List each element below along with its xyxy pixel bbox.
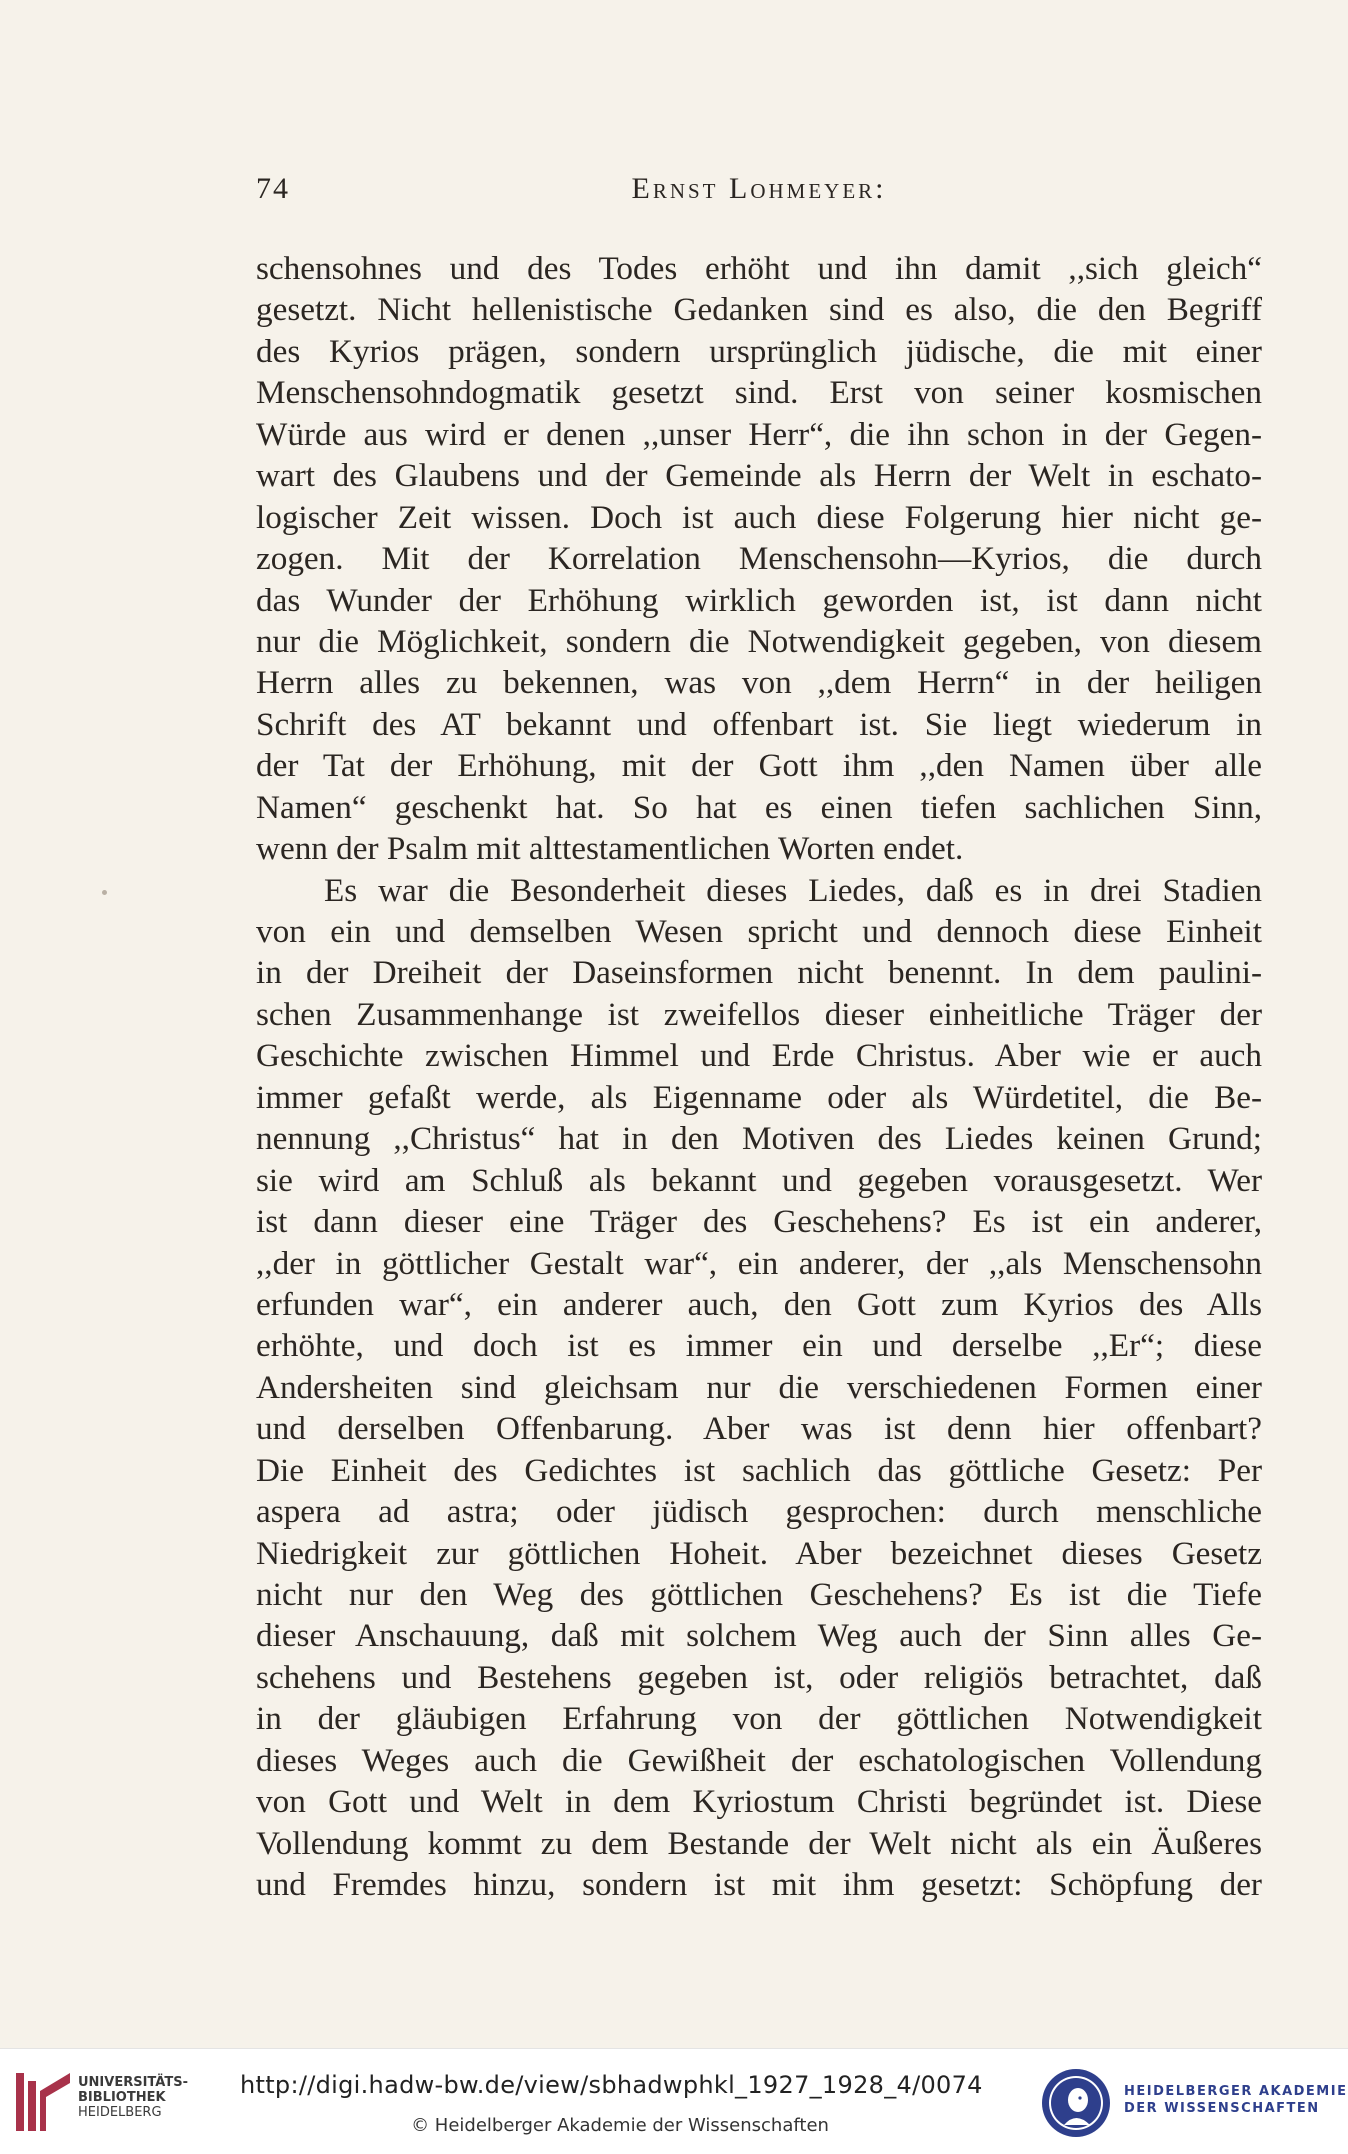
- text-line: nicht nur den Weg des göttlichen Geschehens? Es ist die Tiefe: [256, 1576, 1262, 1613]
- text-line: Andersheiten sind gleichsam nur die verschiedenen Formen einer: [256, 1368, 1262, 1406]
- margin-speck: [102, 890, 107, 895]
- text-line: aspera ad astra; oder jüdisch gesprochen: durch menschliche: [256, 1493, 1262, 1531]
- text-line: von ein und demselben Wesen spricht und dennoch diese Einheit: [256, 913, 1262, 950]
- permalink-url[interactable]: http://digi.hadw-bw.de/view/sbhadwphkl_1927_1928_4/0074: [240, 2071, 983, 2099]
- library-name-line: UNIVERSITÄTS-: [78, 2075, 188, 2090]
- text-line: dieses Weges auch die Gewißheit der eschatologischen Vollendung: [256, 1741, 1262, 1779]
- text-line: nur die Möglichkeit, sondern die Notwendigkeit gegeben, von diesem: [256, 622, 1262, 660]
- text-line: Niedrigkeit zur göttlichen Hoheit. Aber bezeichnet dieses Gesetz: [256, 1534, 1262, 1572]
- text-line: schensohnes und des Todes erhöht und ihn damit ,,sich gleich“: [256, 250, 1262, 287]
- text-line: ,,der in göttlicher Gestalt war“, ein anderer, der ,,als Menschensohn: [256, 1244, 1262, 1282]
- text-line: Menschensohndogmatik gesetzt sind. Erst von seiner kosmischen: [256, 374, 1262, 412]
- running-head: [256, 172, 1262, 212]
- text-line: zogen. Mit der Korrelation Menschensohn—Kyrios, die durch: [256, 540, 1262, 578]
- text-line: Geschichte zwischen Himmel und Erde Christus. Aber wie er auch: [256, 1037, 1262, 1075]
- page-number: 74: [256, 172, 290, 205]
- text-line: Die Einheit des Gedichtes ist sachlich das göttliche Gesetz: Per: [256, 1451, 1262, 1489]
- text-line: in der Dreiheit der Daseinsformen nicht benennt. In dem paulini-: [256, 954, 1262, 992]
- text-line: und Fremdes hinzu, sondern ist mit ihm gesetzt: Schöpfung der: [256, 1866, 1262, 1904]
- copyright-notice: © Heidelberger Akademie der Wissenschaften: [411, 2115, 829, 2136]
- text-line: Es war die Besonderheit dieses Liedes, daß es in drei Stadien: [324, 871, 1262, 909]
- text-line: immer gefaßt werde, als Eigenname oder als Würdetitel, die Be-: [256, 1078, 1262, 1116]
- text-line: wenn der Psalm mit alttestamentlichen Worten endet.: [256, 830, 964, 868]
- text-line: schen Zusammenhange ist zweifellos dieser einheitliche Träger der: [256, 995, 1262, 1033]
- hadw-seal-icon[interactable]: [1040, 2067, 1112, 2139]
- ub-heidelberg-logo-icon[interactable]: [14, 2071, 72, 2133]
- academy-name[interactable]: [1124, 2083, 1347, 2117]
- text-line: Vollendung kommt zu dem Bestande der Welt nicht als ein Äußeres: [256, 1824, 1262, 1862]
- text-line: das Wunder der Erhöhung wirklich geworden ist, ist dann nicht: [256, 581, 1262, 619]
- text-line: Herrn alles zu bekennen, was von ,,dem Herrn“ in der heiligen: [256, 664, 1262, 702]
- viewer-footer: [0, 2048, 1348, 2154]
- text-line: sie wird am Schluß als bekannt und gegeben vorausgesetzt. Wer: [256, 1161, 1262, 1199]
- text-line: logischer Zeit wissen. Doch ist auch diese Folgerung hier nicht ge-: [256, 498, 1262, 536]
- text-line: nennung ,,Christus“ hat in den Motiven des Liedes keinen Grund;: [256, 1120, 1262, 1158]
- text-line: und derselben Offenbarung. Aber was ist denn hier offenbart?: [256, 1410, 1262, 1448]
- library-name-line: BIBLIOTHEK: [78, 2090, 166, 2105]
- library-name[interactable]: [78, 2075, 188, 2120]
- text-line: Namen“ geschenkt hat. So hat es einen tiefen sachlichen Sinn,: [256, 788, 1262, 826]
- text-line: schehens und Bestehens gegeben ist, oder religiös betrachtet, daß: [256, 1658, 1262, 1696]
- text-line: des Kyrios prägen, sondern ursprünglich jüdische, die mit einer: [256, 332, 1262, 370]
- body-text: [256, 248, 1262, 1906]
- text-line: von Gott und Welt in dem Kyriostum Christi begründet ist. Diese: [256, 1783, 1262, 1821]
- text-line: Schrift des AT bekannt und offenbart ist. Sie liegt wiederum in: [256, 705, 1262, 743]
- text-line: dieser Anschauung, daß mit solchem Weg auch der Sinn alles Ge-: [256, 1617, 1262, 1655]
- text-line: wart des Glaubens und der Gemeinde als Herrn der Welt in eschato-: [256, 457, 1262, 495]
- text-line: Würde aus wird er denen ,,unser Herr“, die ihn schon in der Gegen-: [256, 415, 1262, 453]
- academy-name-line: HEIDELBERGER AKADEMIE: [1124, 2084, 1348, 2099]
- text-line: der Tat der Erhöhung, mit der Gott ihm ,,den Namen über alle: [256, 747, 1262, 785]
- text-line: in der gläubigen Erfahrung von der göttlichen Notwendigkeit: [256, 1700, 1262, 1738]
- text-line: ist dann dieser eine Träger des Geschehens? Es ist ein anderer,: [256, 1203, 1262, 1241]
- running-head-title: Ernst Lohmeyer:: [631, 172, 887, 205]
- text-line: erfunden war“, ein anderer auch, den Gott zum Kyrios des Alls: [256, 1285, 1262, 1323]
- text-line: gesetzt. Nicht hellenistische Gedanken sind es also, die den Begriff: [256, 291, 1262, 329]
- library-name-line: HEIDELBERG: [78, 2105, 162, 2120]
- academy-name-line: DER WISSENSCHAFTEN: [1124, 2101, 1320, 2116]
- text-line: erhöhte, und doch ist es immer ein und derselbe ,,Er“; diese: [256, 1327, 1262, 1365]
